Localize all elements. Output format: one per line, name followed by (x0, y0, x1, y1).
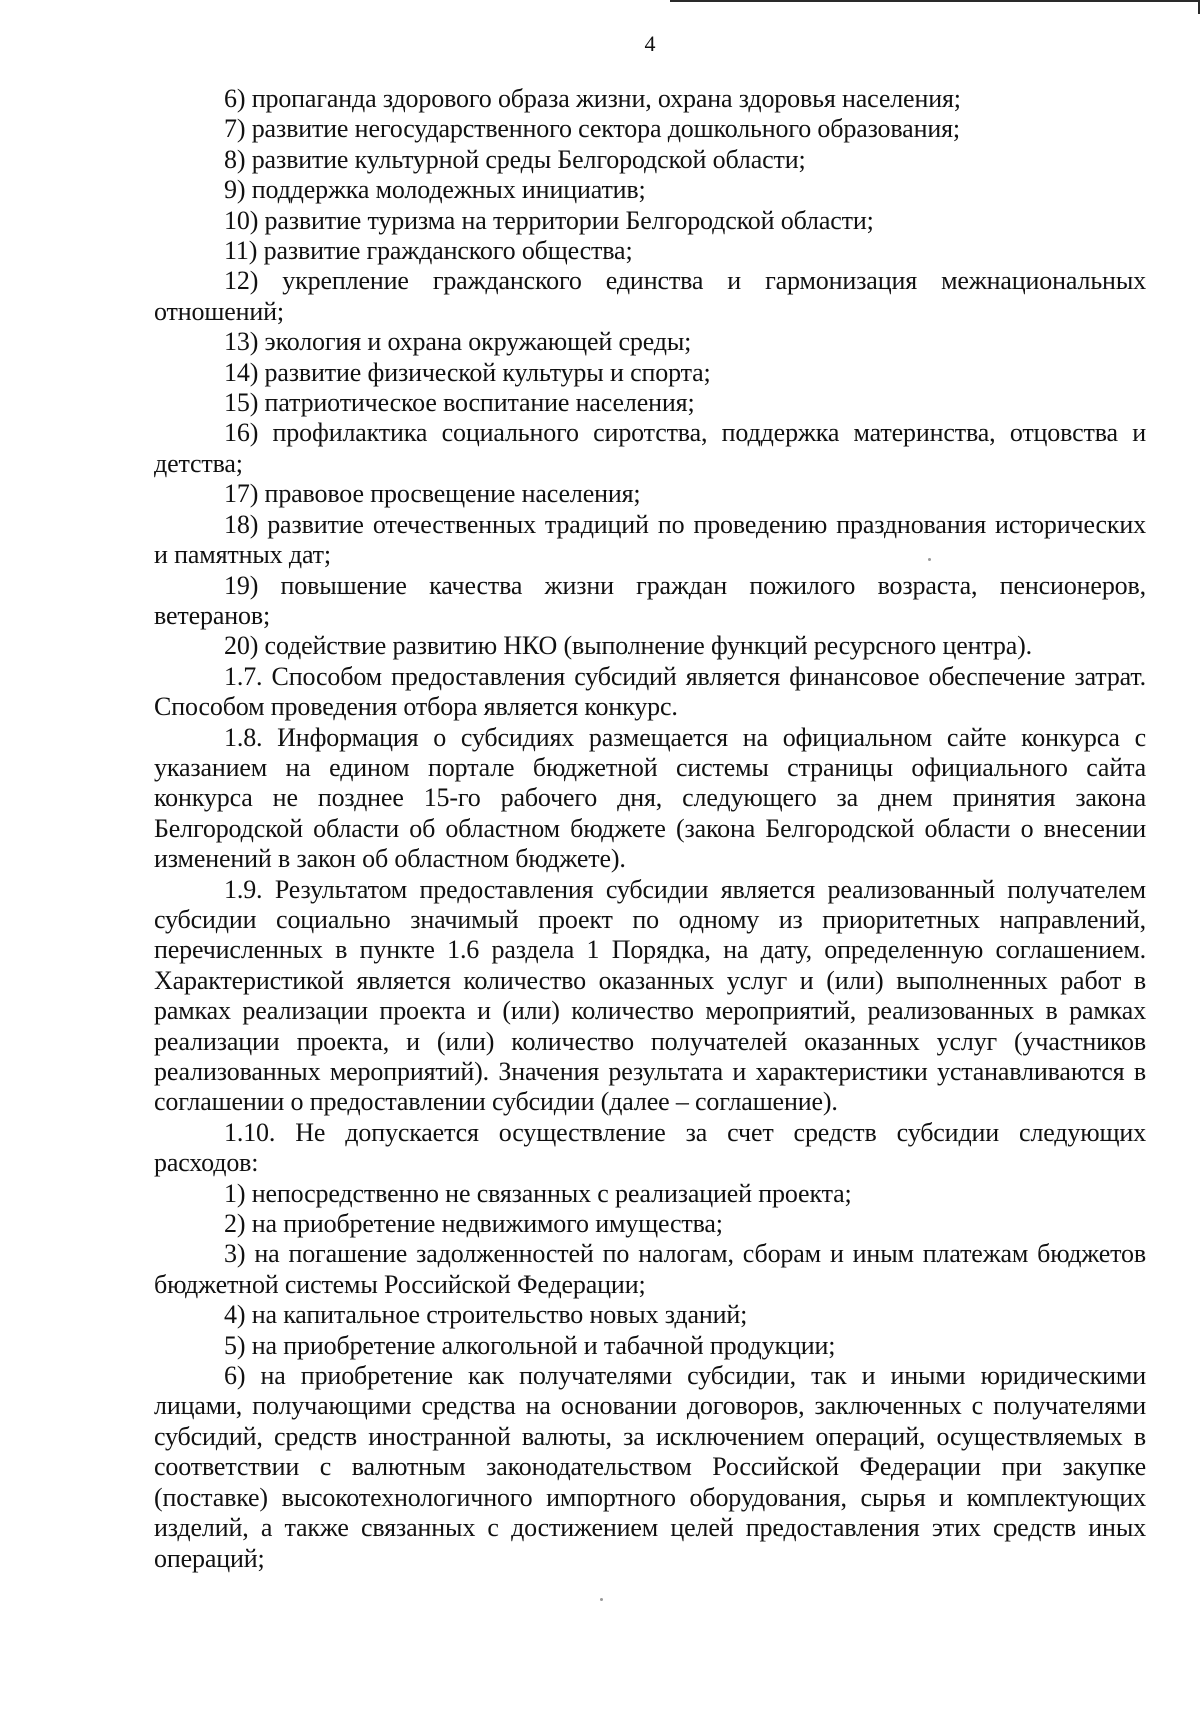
clause-1-10: 1.10. Не допускается осуществление за счет средств субсидии следующих расходов: (154, 1117, 1146, 1178)
list-item-19: 19) повышение качества жизни граждан пожилого возраста, пенсионеров, ветеранов; (154, 570, 1146, 630)
list-item-16: 16) профилактика социального сиротства, поддержка материнства, отцовства и детства; (154, 418, 1146, 478)
scan-speck (600, 1598, 603, 1601)
page-number: 4 (644, 31, 656, 56)
clause-1-9: 1.9. Результатом предоставления субсидии является реализованный получателем субсидии социально значимый проект по одному из приоритетных направлений, перечисленных в пункте 1.6 раздела 1 Порядка, на дату, определенную соглашением. Характеристикой является количество оказанных услуг и (или) выполненных работ в рамках реализации проекта и (или) количество мероприятий, реализованных в рамках реализации проекта, и (или) количество получателей оказанных услуг (участников реализованных мероприятий). Значения результата и характеристики устанавливаются в соглашении о предоставлении субсидии (далее – соглашение). (154, 874, 1146, 1117)
list-item-18: 18) развитие отечественных традиций по проведению празднования исторических и памятных дат; (154, 509, 1146, 570)
expense-item-6: 6) на приобретение как получателями субсидии, так и иными юридическими лицами, получающими средства на основании договоров, заключенных с получателями субсидий, средств иностранной валюты, за исключением операций, осуществляемых в соответствии с валютным законодательством Российской Федерации при закупке (поставке) высокотехнологичного импортного оборудования, сырья и комплектующих изделий, а также связанных с достижением целей предоставления этих средств иных операций; (154, 1361, 1146, 1573)
list-item-9: 9) поддержка молодежных инициатив; (224, 175, 646, 205)
list-item-10: 10) развитие туризма на территории Белгородской области; (224, 205, 874, 235)
list-item-6: 6) пропаганда здорового образа жизни, охрана здоровья населения; (224, 84, 961, 113)
scan-border-top (670, 0, 1200, 2)
clause-1-8: 1.8. Информация о субсидиях размещается на официальном сайте конкурса с указанием на едином портале бюджетной системы страницы официального сайта конкурса не позднее 15-го рабочего дня, следующего за днем принятия закона Белгородской области об областном бюджете (закона Белгородской области о внесении изменений в закон об областном бюджете). (154, 722, 1146, 874)
expense-item-1: 1) непосредственно не связанных с реализацией проекта; (224, 1178, 852, 1208)
list-item-11: 11) развитие гражданского общества; (224, 236, 633, 266)
list-item-15: 15) патриотическое воспитание населения; (224, 388, 695, 418)
list-item-8: 8) развитие культурной среды Белгородской области; (224, 144, 806, 174)
list-item-13: 13) экология и охрана окружающей среды; (224, 327, 692, 357)
list-item-14: 14) развитие физической культуры и спорта; (224, 357, 711, 387)
list-item-20: 20) содействие развитию НКО (выполнение функций ресурсного центра). (224, 631, 1033, 661)
scan-speck (928, 558, 931, 561)
list-item-7: 7) развитие негосударственного сектора дошкольного образования; (224, 114, 960, 144)
list-item-17: 17) правовое просвещение населения; (224, 479, 641, 509)
expense-item-3: 3) на погашение задолженностей по налогам, сборам и иным платежам бюджетов бюджетной системы Российской Федерации; (154, 1239, 1146, 1299)
expense-item-2: 2) на приобретение недвижимого имущества; (224, 1209, 723, 1239)
list-item-12: 12) укрепление гражданского единства и гармонизация межнациональных отношений; (154, 266, 1146, 326)
clause-1-7: 1.7. Способом предоставления субсидий является финансовое обеспечение затрат. Способом проведения отбора является конкурс. (154, 661, 1146, 722)
document-body (154, 84, 1146, 1574)
expense-item-5: 5) на приобретение алкогольной и табачной продукции; (224, 1330, 836, 1360)
expense-item-4: 4) на капитальное строительство новых зданий; (224, 1300, 748, 1330)
